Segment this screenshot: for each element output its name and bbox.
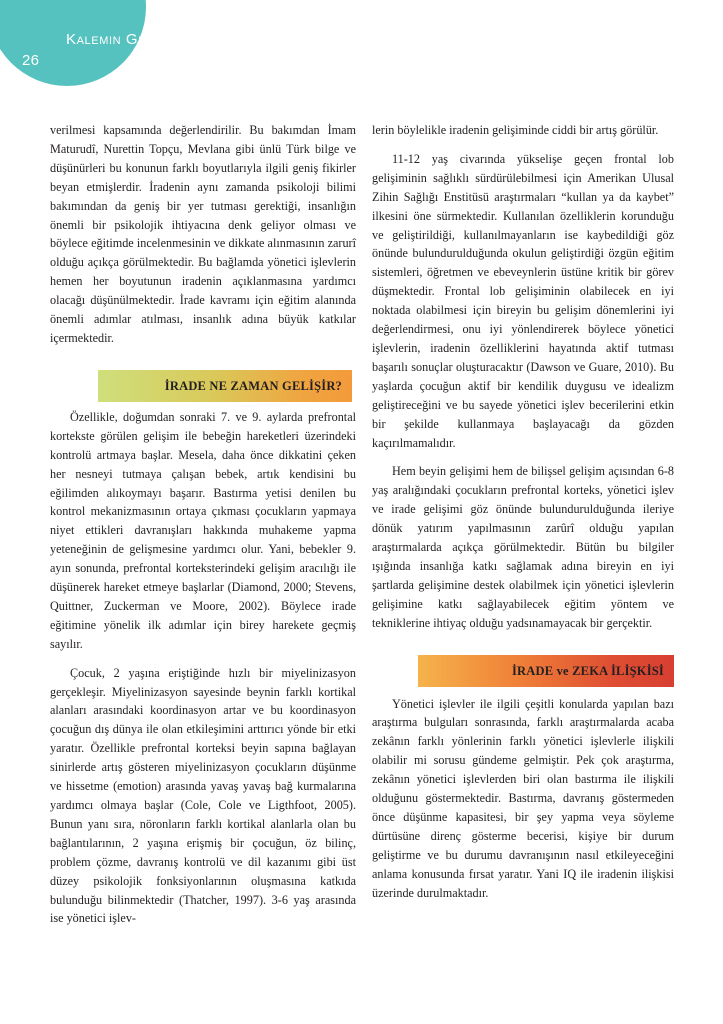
section-heading-band bbox=[98, 370, 352, 402]
running-title: Kalemin Gücü bbox=[66, 31, 164, 48]
section-heading-band bbox=[418, 655, 674, 687]
paragraph: Çocuk, 2 yaşına eriştiğinde hızlı bir miyelinizasyon gerçekleşir. Miyelinizasyon sayesinde beynin farklı kortikal alanları arasındaki koordinasyon artar ve bu koordinasyon çocuğun dış dünya ile olan etkileşimini arttırıcı yönde bir etki yaratır. Özellikle prefrontal korteksi beyin sapına bağlayan sinirlerde artış gösteren miyelinizasyon çocukların düşünme ve hissetme (emotion) arasında yavaş yavaş bağ kurmalarına yardımcı olmaya başlar (Cole, Cole ve Ligthfoot, 2005). Bunun yanı sıra, nöronların farklı kortikal alanlarla olan bu bağlantılarının, 2 yaşına erişmiş bir çocuğun, öz bilinç, problem çözme, davranış kontrolü ve dil kazanımı gibi üst düzey psikolojik fonksiyonlarının oluşmasına katkıda bulunduğu bilinmektedir (Thatcher, 1997). 3-6 yaş arasında ise yönetici işlev- bbox=[50, 665, 356, 926]
left-column bbox=[50, 121, 356, 928]
paragraph: Özellikle, doğumdan sonraki 7. ve 9. aylarda prefrontal kortekste görülen gelişim ile bebeğin hareketleri üzerindeki kontrolü artmaya başlar. Mesela, daha önce dikkatini çeken her nesneyi tutmaya çalışan bebek, artık kendisini bu eğilimden alıkoymayı başarır. Bastırma yetisi denilen bu kontrol mekanizmasının ortaya çıkması çocukların yapmaya niyet ettikleri davranışları hakkında muhakeme yapma yeteneğinin de gelişmesine yardımcı olur. Yani, bebekler 9. ayın sonunda, prefrontal korteksterindeki gelişim aracılığı ile düşünerek hareket etmeye başlarlar (Diamond, 2000; Stevens, Quittner, Zuckerman ve Moore, 2002). Böylece irade eğitimine yönelik ilk adımlar için birey harekete geçmiş sayılır. bbox=[50, 409, 356, 651]
section-heading: İRADE NE ZAMAN GELİŞİR? bbox=[164, 378, 342, 393]
paragraph: Yönetici işlevler ile ilgili çeşitli konularda yapılan bazı araştırma bulguları sonrasında, farklı araştırmalarda acaba zekânın farklı yönlerinin farklı yönetici işlevlerle ilişkili olabilir mi sorusu gündeme gelmiştir. Pek çok araştırma, zekânın yönetici işlevlerden biri olan bastırma ile ilişkili olduğunu göstermektedir. Bastırma, davranış göstermeden önce düşünme kapasitesi, bir şey yapma veya söyleme dürtüsüne direnç gösterme becerisi, kişiye bir durum geliştirme ve bu durumu davranışının nasıl etkileyeceğini anlama konusunda fırsat yaratır. Yani IQ ile iradenin ilişkisi üzerinde durulmaktadır. bbox=[372, 696, 674, 900]
page-number: 26 bbox=[22, 52, 40, 69]
paragraph: verilmesi kapsamında değerlendirilir. Bu bakımdan İmam Maturudî, Nurettin Topçu, Mevlana gibi ünlü Türk bilge ve düşünürleri bu konunun farklı boyutlarıyla ilgili geniş fikirler beyan etmişlerdir. İradenin aynı zamanda psikoloji bilimi bakımından da geniş bir yer tutması gerektiği, insanlığın önemli bir psikolojik ihtiyacına denk geliyor olması ve böylece eğitimde incelenmesinin ve dikkate alınmasının zarurî olduğu açıkça görülmektedir. Bu bağlamda yönetici işlevlerin hemen her boyutunun iradenin açıklanmasına yardımcı olacağı düşünülmektedir. İrade kavramı için eğitim alanında önemli adımlar atılması, insanlık adına büyük katkılar içermektedir. bbox=[50, 123, 356, 345]
paragraph: 11-12 yaş civarında yükselişe geçen frontal lob gelişiminin sağlıklı sürdürülebilmesi için Amerikan Ulusal Zihin Sağlığı Enstitüsü araştırmaları “kullan ya da kaybet” ilkesini öne sürmektedir. Kullanılan özelliklerin korunduğu ve geliştirildiği, kullanılmayanların ise kaybedildiği göz önünde bulundurulduğunda okulun geliştirdiği özgün eğitim sistemleri, öğretmen ve ebeveynlerin üstüne kritik bir görev düşmektedir. Frontal lob gelişiminin olabilecek en iyi noktada olabilmesi için bireyin bu gelişim dönemlerini iyi değerlendirmesi, onu iyi yönlendirerek böylece yönetici işlevlerin, iradenin özelliklerini hayatında aktif tutması başarılı sonuçlar oluşturacaktır (Dawson ve Guare, 2010). Bu yaşlarda çocuğun aktif bir kendilik duygusu ve idealizm geliştireceğini ve bu sayede yönetici işlev becerilerini etkin bir şekilde kullanmaya başlayacağı da gözden kaçırılmamalıdır. bbox=[372, 151, 674, 450]
section-heading: İRADE ve ZEKA İLİŞKİSİ bbox=[511, 663, 664, 678]
paragraph: Hem beyin gelişimi hem de bilişsel gelişim açısından 6-8 yaş aralığındaki çocukların prefrontal korteks, yönetici işlev ve irade gelişimi göz önünde bulundurulduğunda ileriye dönük yatırım yapılmasının zarûrî olduğu yapılan araştırmalarda açıkça görülmektedir. Bütün bu bilgiler ışığında insanlığa katkı sağlamak adına bireyin en iyi şartlarda gelişimine destek olabilmek için yönetici işlevlerin gelişimine katkı sağlayabilecek eğitim yöntem ve tekniklerine ihtiyaç olduğu yadsınamayacak bir gerçektir. bbox=[372, 464, 674, 630]
right-column bbox=[372, 121, 674, 903]
paragraph: lerin böylelikle iradenin gelişiminde ciddi bir artış görülür. bbox=[372, 123, 659, 137]
